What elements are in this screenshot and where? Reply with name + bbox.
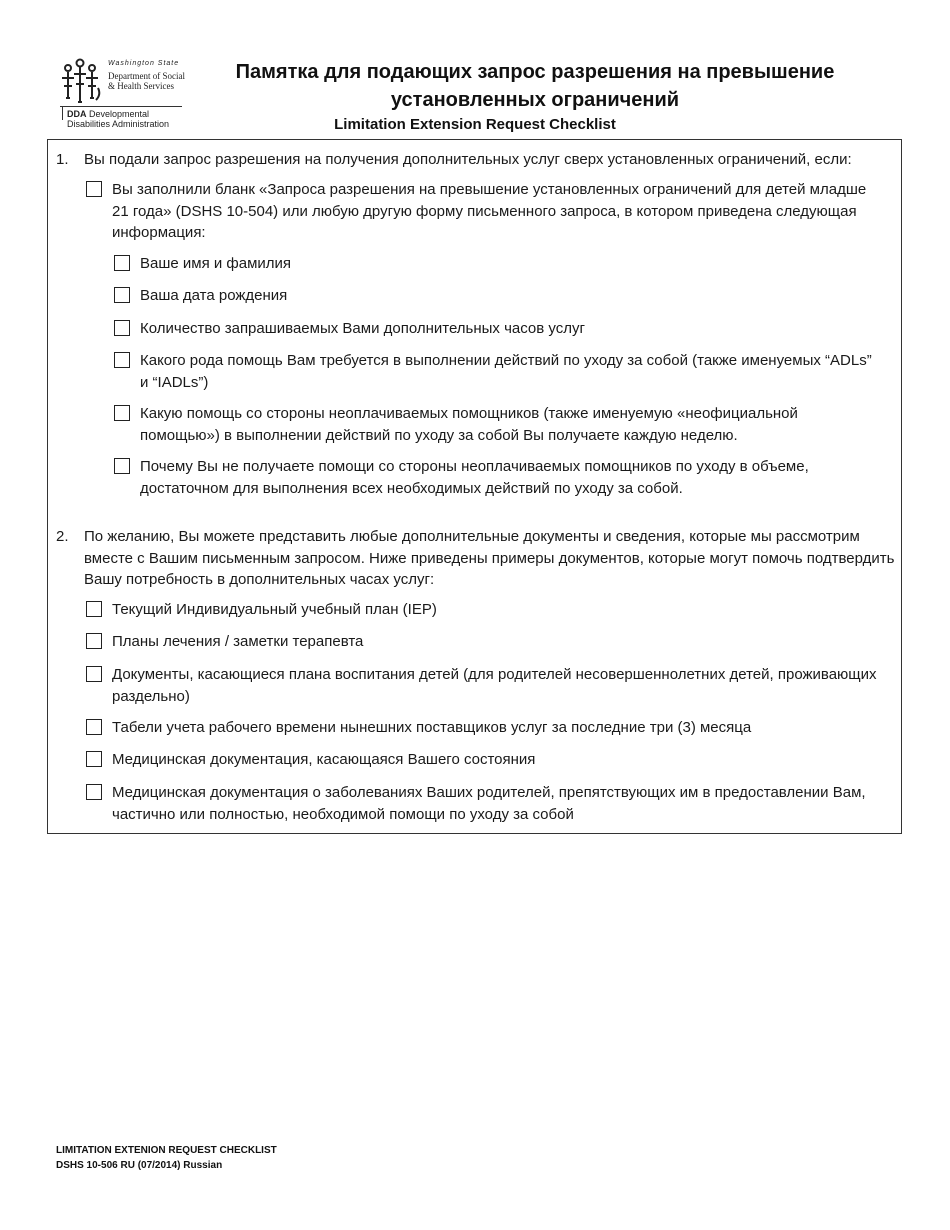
logo-department-text: Department of Social & Health Services [108,71,185,91]
section-1-intro: Вы подали запрос разрешения на получения дополнительных услуг сверх установленных ограничений, если: [84,151,852,168]
dshs-family-logo-icon [60,58,104,104]
checkbox-name[interactable] [114,255,130,271]
checklist-item-extra-hours: Количество запрашиваемых Вами дополнительных часов услуг [140,320,585,337]
checkbox-written-request[interactable] [86,181,102,197]
checkbox-insufficient-help[interactable] [114,458,130,474]
checklist-item-birth-date: Ваша дата рождения [140,287,288,304]
section-2-number: 2. [56,528,69,545]
section-1-number: 1. [56,151,69,168]
checkbox-adl-help[interactable] [114,352,130,368]
footer-form-title: LIMITATION EXTENION REQUEST CHECKLIST [56,1145,277,1156]
checklist-item-adl-help: Какого рода помощь Вам требуется в выполнении действий по уходу за собой (также именуемых “ADLs” и “IADLs”) [140,352,872,391]
checkbox-timesheets[interactable] [86,719,102,735]
checklist-item-parenting-plan: Документы, касающиеся плана воспитания детей (для родителей несовершеннолетних детей, проживающих раздельно) [112,666,877,705]
checklist-item-name: Ваше имя и фамилия [140,255,292,272]
checkbox-iep[interactable] [86,601,102,617]
checklist-item-treatment-plans: Планы лечения / заметки терапевта [112,633,364,650]
logo-divider-vertical [62,107,63,120]
logo-state-text: Washington State [108,60,180,67]
checkbox-parenting-plan[interactable] [86,666,102,682]
checkbox-medical-records[interactable] [86,751,102,767]
checkbox-informal-help[interactable] [114,405,130,421]
footer-form-number: DSHS 10-506 RU (07/2014) Russian [56,1160,223,1171]
checklist-item-timesheets: Табели учета рабочего времени нынешних поставщиков услуг за последние три (3) месяца [112,719,752,736]
section-2-intro: По желанию, Вы можете представить любые дополнительные документы и сведения, которые мы рассмотрим вместе с Вашим письменным запросом. Ниже приведены примеры документов, которые могут помочь подтвердить Вашу потребность в дополнительных часах услуг: [84,528,895,588]
checklist-item-iep: Текущий Индивидуальный учебный план (IEP) [112,601,437,618]
checkbox-parent-medical[interactable] [86,784,102,800]
page-title-english: Limitation Extension Request Checklist [334,116,616,133]
checkbox-extra-hours[interactable] [114,320,130,336]
checklist-item-medical-records: Медицинская документация, касающаяся Вашего состояния [112,751,536,768]
checklist-item-insufficient-help: Почему Вы не получаете помощи со стороны неоплачиваемых помощников по уходу в объеме, достаточном для выполнения всех необходимых действий по уходу за собой. [140,458,809,497]
checklist-item-informal-help: Какую помощь со стороны неоплачиваемых помощников (также именуемую «неофициальной помощью») в выполнении действий по уходу за собой Вы получаете каждую неделю. [140,405,798,444]
logo-divider [60,106,182,107]
checklist-item-parent-medical: Медицинская документация о заболеваниях Ваших родителей, препятствующих им в предоставлении Вам, частично или полностью, необходимой помощи по уходу за собой [112,784,866,823]
logo-dda-text: DDA Developmental Disabilities Administration [67,109,170,129]
checkbox-birth-date[interactable] [114,287,130,303]
checkbox-treatment-plans[interactable] [86,633,102,649]
dshs-logo [60,58,185,134]
page-title-russian: Памятка для подающих запрос разрешения на превышение установленных ограничений [235,61,835,111]
section-1-main-item: Вы заполнили бланк «Запроса разрешения на превышение установленных ограничений для детей младше 21 года» (DSHS 10-504) или любую другую форму письменного запроса, в котором приведена следующая информация: [112,181,867,241]
